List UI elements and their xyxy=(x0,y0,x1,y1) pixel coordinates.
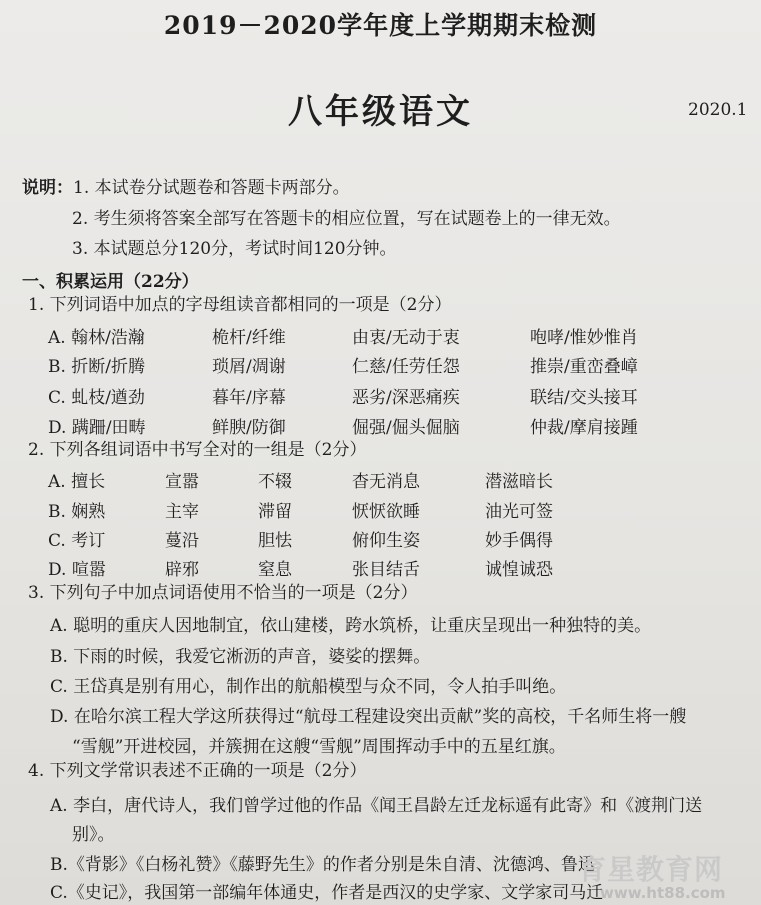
q2-option-d-5: 诚惶诚恐 xyxy=(485,560,553,580)
q1-option-b-2: 琐屑/凋谢 xyxy=(212,357,286,377)
q1-option-d-2: 鲜腴/防御 xyxy=(212,418,286,438)
section-title: 一、积累运用（22分） xyxy=(22,272,199,292)
q2-option-b-1: B. 娴熟 xyxy=(48,502,106,522)
q1-option-b-3: 仁慈/任劳任怨 xyxy=(352,357,460,377)
q2-option-b-3: 滞留 xyxy=(258,502,292,522)
q1-option-c-4: 联结/交头接耳 xyxy=(530,388,638,408)
q2-option-d-4: 张目结舌 xyxy=(352,560,420,580)
q2-option-a-5: 潜滋暗长 xyxy=(485,472,553,492)
question-3-stem: 3. 下列句子中加点词语使用不恰当的一项是（2分） xyxy=(28,583,418,603)
q2-option-a-3: 不辍 xyxy=(258,472,292,492)
q3-option-a: A. 聪明的重庆人因地制宜，依山建楼，跨水筑桥，让重庆呈现出一种独特的美。 xyxy=(50,616,652,636)
q2-option-d-1: D. 喧嚣 xyxy=(48,560,106,580)
note-item: 2. 考生须将答案全部写在答题卡的相应位置，写在试题卷上的一律无效。 xyxy=(72,209,621,229)
q3-option-b: B. 下雨的时候，我爱它淅沥的声音，婆娑的摆舞。 xyxy=(50,647,431,667)
q1-option-a-1: A. 翰林/浩瀚 xyxy=(48,328,145,348)
q3-option-d-line1: D. 在哈尔滨工程大学这所获得过“航母工程建设突出贡献”奖的高校，千名师生将一艘 xyxy=(50,707,687,727)
exam-date: 2020.1 xyxy=(688,100,748,120)
q4-option-a-line1: A. 李白，唐代诗人，我们曾学过他的作品《闻王昌龄左迁龙标遥有此寄》和《渡荆门送 xyxy=(50,796,703,816)
q1-option-c-2: 暮年/序幕 xyxy=(212,388,286,408)
q2-option-b-4: 恹恹欲睡 xyxy=(352,502,420,522)
q2-option-a-1: A. 擅长 xyxy=(48,472,106,492)
note-item: 3. 本试题总分120分，考试时间120分钟。 xyxy=(72,239,397,259)
q1-option-a-2: 桅杆/纤维 xyxy=(212,328,286,348)
question-2-stem: 2. 下列各组词语中书写全对的一组是（2分） xyxy=(28,440,367,460)
question-1-stem: 1. 下列词语中加点的字母组读音都相同的一项是（2分） xyxy=(28,295,452,315)
q2-option-b-2: 主宰 xyxy=(165,502,199,522)
q2-option-b-5: 油光可签 xyxy=(485,502,553,522)
q1-option-d-3: 倔强/倔头倔脑 xyxy=(352,418,460,438)
question-4-stem: 4. 下列文学常识表述不正确的一项是（2分） xyxy=(28,761,367,781)
q1-option-b-1: B. 折断/折腾 xyxy=(48,357,146,377)
notes-line-1 xyxy=(22,178,350,198)
q2-option-d-3: 窒息 xyxy=(258,560,292,580)
subject-title: 八年级语文 xyxy=(288,92,473,132)
q3-option-c: C. 王岱真是别有用心，制作出的航船模型与众不同，令人拍手叫绝。 xyxy=(50,677,567,697)
q1-option-c-3: 恶劣/深恶痛疾 xyxy=(352,388,460,408)
q2-option-c-5: 妙手偶得 xyxy=(485,531,553,551)
q1-option-b-4: 推崇/重峦叠嶂 xyxy=(530,357,638,377)
q4-option-a-line2: 别》。 xyxy=(72,825,115,845)
note-item: 1. 本试卷分试题卷和答题卡两部分。 xyxy=(73,178,350,198)
q1-option-c-1: C. 虬枝/遒劲 xyxy=(48,388,145,408)
q1-option-d-1: D. 蹒跚/田畴 xyxy=(48,418,146,438)
q2-option-c-2: 蔓沿 xyxy=(165,531,199,551)
q3-option-d-line2: “雪舰”开进校园，并簇拥在这艘“雪舰”周围挥动手中的五星红旗。 xyxy=(72,737,566,757)
q4-option-b: B.《背影》《白杨礼赞》《藤野先生》的作者分别是朱自清、沈德鸿、鲁迅 xyxy=(50,855,595,875)
watermark-name: 育星教育网 xyxy=(578,853,724,886)
q2-option-c-4: 俯仰生姿 xyxy=(352,531,420,551)
q1-option-a-3: 由衷/无动于衷 xyxy=(352,328,460,348)
q2-option-a-4: 杳无消息 xyxy=(352,472,420,492)
watermark-url: www.ht88.com xyxy=(600,884,726,902)
q2-option-a-2: 宣嚣 xyxy=(165,472,199,492)
watermark-logo xyxy=(578,848,723,888)
exam-title: 2019－2020学年度上学期期末检测 xyxy=(163,11,598,40)
notes-label: 说明： xyxy=(22,178,73,198)
q2-option-c-1: C. 考订 xyxy=(48,531,106,551)
q1-option-a-4: 咆哮/惟妙惟肖 xyxy=(530,328,638,348)
q2-option-c-3: 胆怯 xyxy=(258,531,292,551)
q2-option-d-2: 辟邪 xyxy=(165,560,199,580)
q4-option-c: C.《史记》，我国第一部编年体通史，作者是西汉的史学家、文学家司马迁 xyxy=(50,883,604,903)
q1-option-d-4: 仲裁/摩肩接踵 xyxy=(530,418,638,438)
